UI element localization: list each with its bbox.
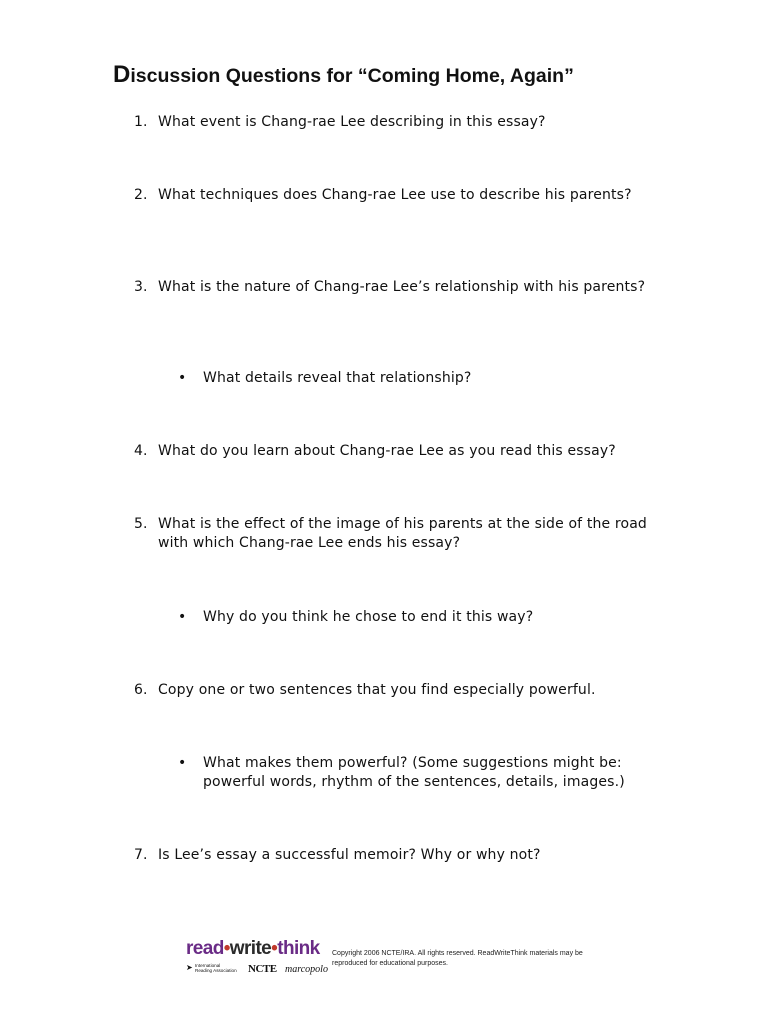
logo-think: think [277,938,320,959]
bullet-item-2 [178,608,668,627]
title-rest: iscussion Questions for “Coming Home, Again” [130,65,574,87]
question-text: Copy one or two sentences that you find especially powerful. [158,682,596,698]
bullet-item-3 [178,754,668,792]
title-initial: D [113,61,131,88]
question-1 [134,113,674,132]
ira-line-2: Reading Association [195,968,237,973]
bullet-item-1 [178,369,668,388]
bullet-marker: • [178,609,187,625]
question-text: What techniques does Chang-rae Lee use to describe his parents? [158,187,632,203]
question-3 [134,278,674,297]
question-text: What do you learn about Chang-rae Lee as you read this essay? [158,443,616,459]
question-2 [134,186,674,205]
question-number: 1. [134,114,148,130]
question-text: What is the effect of the image of his parents at the side of the road with which Chang-rae Lee ends his essay? [158,516,647,551]
footer [186,938,586,978]
ira-line-1: International [195,963,221,968]
question-number: 3. [134,279,148,295]
question-number: 4. [134,443,148,459]
question-5 [134,515,674,553]
ira-logo [195,963,237,973]
logo-write: write [229,938,272,959]
bullet-text: Why do you think he chose to end it this way? [203,609,534,625]
question-4 [134,442,674,461]
bullet-marker: • [178,755,187,771]
marcopolo-logo: marcopolo [285,964,328,975]
question-text: What is the nature of Chang-rae Lee’s relationship with his parents? [158,279,646,295]
question-6 [134,681,674,700]
bullet-text: What makes them powerful? (Some suggestions might be: powerful words, rhythm of the sentences, details, images.) [203,755,625,790]
logo-dot: • [223,938,230,959]
question-number: 5. [134,516,148,532]
copyright-notice: Copyright 2006 NCTE/IRA. All rights reserved. ReadWriteThink materials may be reproduced for educational purposes. [332,950,583,967]
logo-read: read [186,938,224,959]
question-number: 7. [134,847,148,863]
question-text: Is Lee’s essay a successful memoir? Why or why not? [158,847,541,863]
readwritethink-logo [186,938,320,960]
logo-dot: • [271,938,278,959]
page-title [113,61,574,89]
question-number: 6. [134,682,148,698]
bullet-text: What details reveal that relationship? [203,370,472,386]
ira-arrow-icon: ➤ [186,963,193,972]
question-text: What event is Chang-rae Lee describing in this essay? [158,114,546,130]
ncte-logo: NCTE [248,963,277,975]
question-7 [134,846,674,865]
bullet-marker: • [178,370,187,386]
question-number: 2. [134,187,148,203]
